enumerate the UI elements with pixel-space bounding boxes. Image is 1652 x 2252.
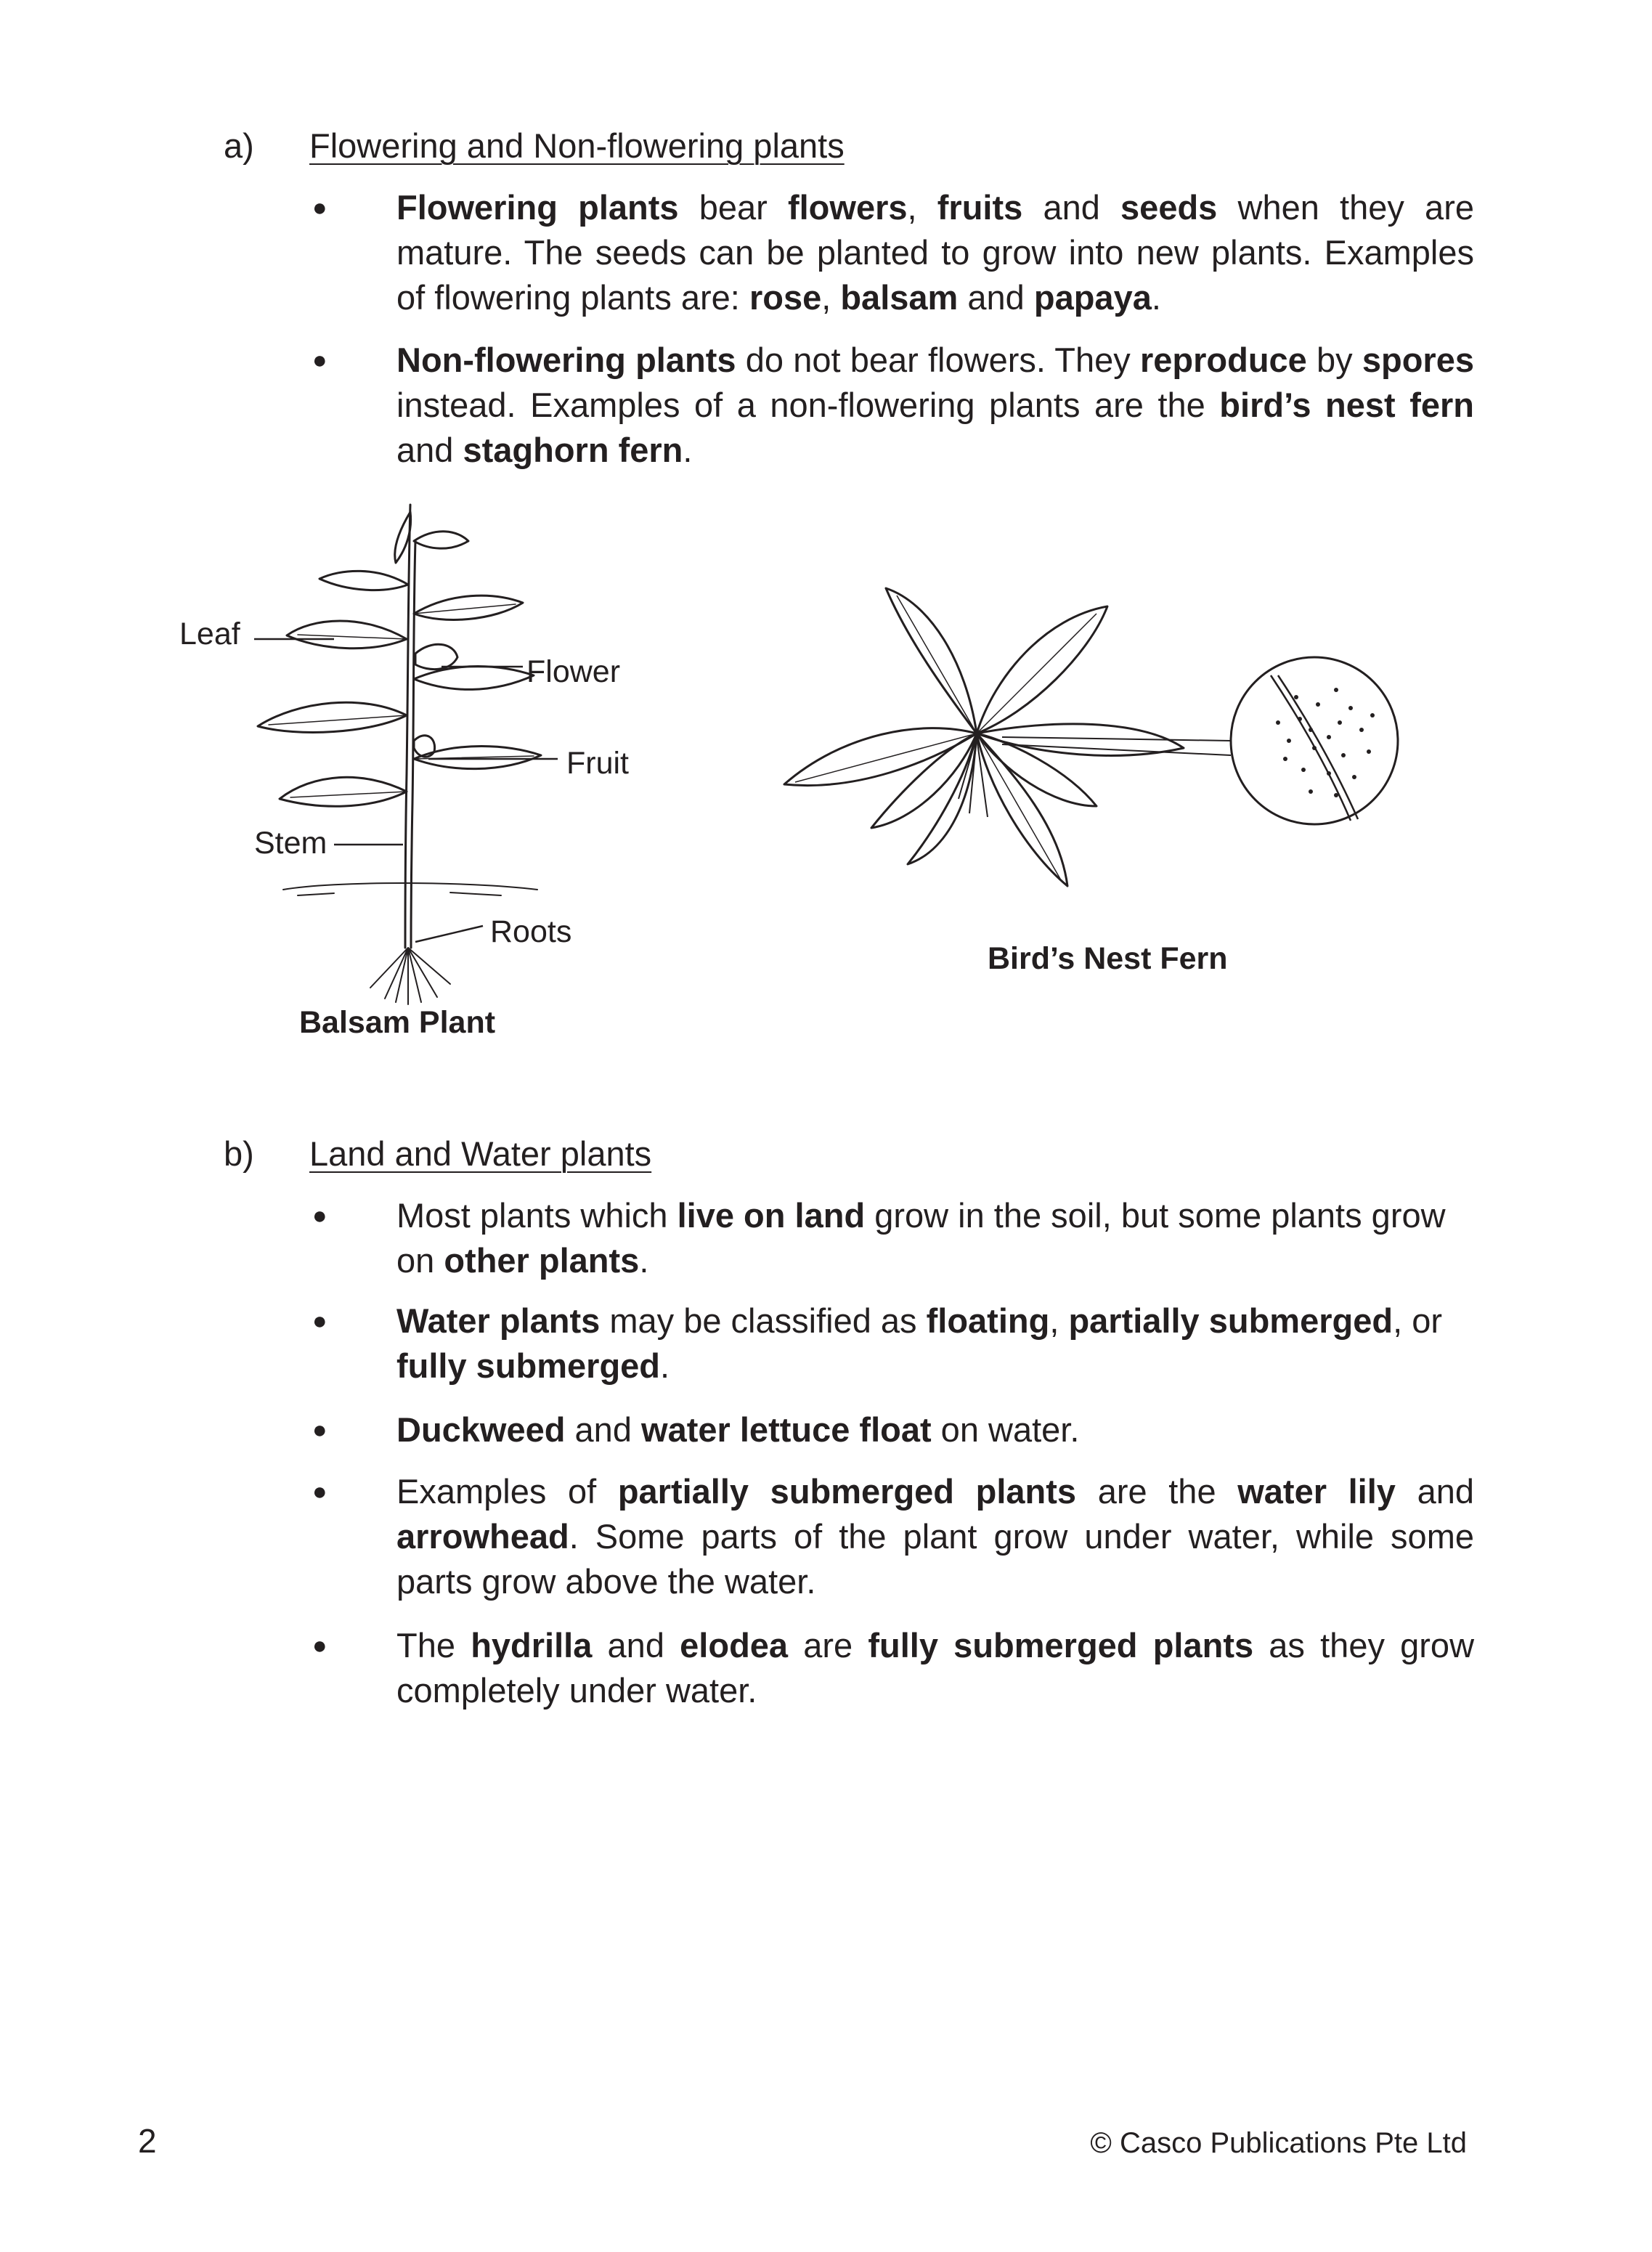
text-run: do not bear flowers. They xyxy=(736,341,1140,379)
bold-run: floating xyxy=(926,1301,1050,1340)
bold-run: Non-flowering plants xyxy=(396,341,736,379)
bullet-icon: ● xyxy=(312,1478,327,1505)
balsam-caption: Balsam Plant xyxy=(299,1005,496,1040)
bold-run: fully submerged xyxy=(396,1346,661,1385)
text-run: and xyxy=(592,1626,680,1664)
bullet-icon: ● xyxy=(312,1307,327,1335)
flower-label: Flower xyxy=(526,654,621,689)
bullet-icon: ● xyxy=(312,194,327,221)
text-run: , or xyxy=(1393,1301,1442,1340)
section-a-title: Flowering and Non-flowering plants xyxy=(309,126,845,165)
bullet-text xyxy=(396,1193,1474,1283)
section-b-title: Land and Water plants xyxy=(309,1134,652,1173)
text-run: by xyxy=(1306,341,1362,379)
bullet-item xyxy=(312,1407,1474,1452)
bullet-item xyxy=(312,185,1474,320)
text-run: . xyxy=(1151,278,1161,317)
bold-run: papaya xyxy=(1033,278,1152,317)
bold-run: partially submerged xyxy=(1068,1301,1393,1340)
text-run: and xyxy=(565,1410,642,1449)
leaf-label: Leaf xyxy=(179,617,240,651)
text-run: may be classified as xyxy=(600,1301,927,1340)
bullet-icon: ● xyxy=(312,1202,327,1229)
roots-label: Roots xyxy=(490,914,572,949)
bullet-item xyxy=(312,1623,1474,1713)
section-b-heading xyxy=(224,1131,651,1176)
text-run: grow in the soil, but some plants grow on xyxy=(396,1196,1446,1280)
text-run: The xyxy=(396,1626,471,1664)
bold-run: Water plants xyxy=(396,1301,601,1340)
text-run: and xyxy=(958,278,1034,317)
text-run: , xyxy=(1049,1301,1069,1340)
bold-run: flowers xyxy=(787,188,908,227)
text-run: instead. Examples of a non-flowering plants are the xyxy=(396,386,1220,424)
bold-run: bird’s nest fern xyxy=(1219,386,1474,424)
copyright-notice: © Casco Publications Pte Ltd xyxy=(1090,2127,1467,2159)
text-run: and xyxy=(396,431,463,469)
text-run: and xyxy=(1022,188,1121,227)
text-run: on water. xyxy=(931,1410,1080,1449)
text-run: , xyxy=(907,188,937,227)
bullet-text xyxy=(396,1298,1474,1389)
text-run: and xyxy=(1395,1472,1474,1511)
bold-run: partially submerged plants xyxy=(617,1472,1077,1511)
fern-caption: Bird’s Nest Fern xyxy=(988,941,1228,976)
birds-nest-fern-illustration xyxy=(777,574,1445,915)
bullet-item xyxy=(312,1469,1474,1604)
section-a-letter: a) xyxy=(224,126,254,165)
section-a-heading xyxy=(224,123,845,168)
bold-run: fully submerged plants xyxy=(868,1626,1254,1664)
text-run: bear xyxy=(678,188,788,227)
text-run: , xyxy=(821,278,841,317)
bold-run: staghorn fern xyxy=(463,431,683,469)
text-run: as they grow completely under water. xyxy=(396,1626,1475,1710)
text-run: when they are mature. The seeds can be planted to grow into new plants. Examples of flowering plants are: xyxy=(396,188,1474,317)
text-run: Examples of xyxy=(396,1472,618,1511)
bold-run: balsam xyxy=(840,278,959,317)
bullet-text xyxy=(396,1469,1474,1604)
fruit-label: Fruit xyxy=(566,746,629,781)
bold-run: spores xyxy=(1362,341,1474,379)
bold-run: seeds xyxy=(1120,188,1218,227)
bullet-text xyxy=(396,1407,1474,1452)
bullet-item xyxy=(312,338,1474,473)
bullet-icon: ● xyxy=(312,346,327,374)
bold-run: water lettuce float xyxy=(641,1410,932,1449)
text-run: . Some parts of the plant grow under water, while some parts grow above the water. xyxy=(396,1517,1474,1601)
text-run: are xyxy=(788,1626,868,1664)
bullet-text xyxy=(396,185,1474,320)
bullet-text xyxy=(396,1623,1474,1713)
bold-run: rose xyxy=(749,278,822,317)
stem-label: Stem xyxy=(254,826,327,861)
section-b-letter: b) xyxy=(224,1134,254,1173)
bullet-icon: ● xyxy=(312,1416,327,1444)
bullet-icon: ● xyxy=(312,1632,327,1659)
bold-run: Flowering plants xyxy=(396,188,679,227)
bold-run: elodea xyxy=(680,1626,789,1664)
bold-run: Duckweed xyxy=(396,1410,566,1449)
text-run: Most plants which xyxy=(396,1196,678,1235)
text-run: . xyxy=(683,431,693,469)
bold-run: other plants xyxy=(444,1241,640,1280)
bold-run: live on land xyxy=(677,1196,866,1235)
bold-run: fruits xyxy=(937,188,1023,227)
bullet-item xyxy=(312,1298,1474,1389)
bullet-text xyxy=(396,338,1474,473)
text-run: . xyxy=(660,1346,670,1385)
text-run: . xyxy=(639,1241,649,1280)
bullet-item xyxy=(312,1193,1474,1283)
bold-run: reproduce xyxy=(1139,341,1307,379)
bold-run: hydrilla xyxy=(471,1626,593,1664)
bold-run: arrowhead xyxy=(396,1517,569,1556)
text-run: are the xyxy=(1076,1472,1238,1511)
bold-run: water lily xyxy=(1237,1472,1396,1511)
page-number: 2 xyxy=(138,2122,157,2160)
